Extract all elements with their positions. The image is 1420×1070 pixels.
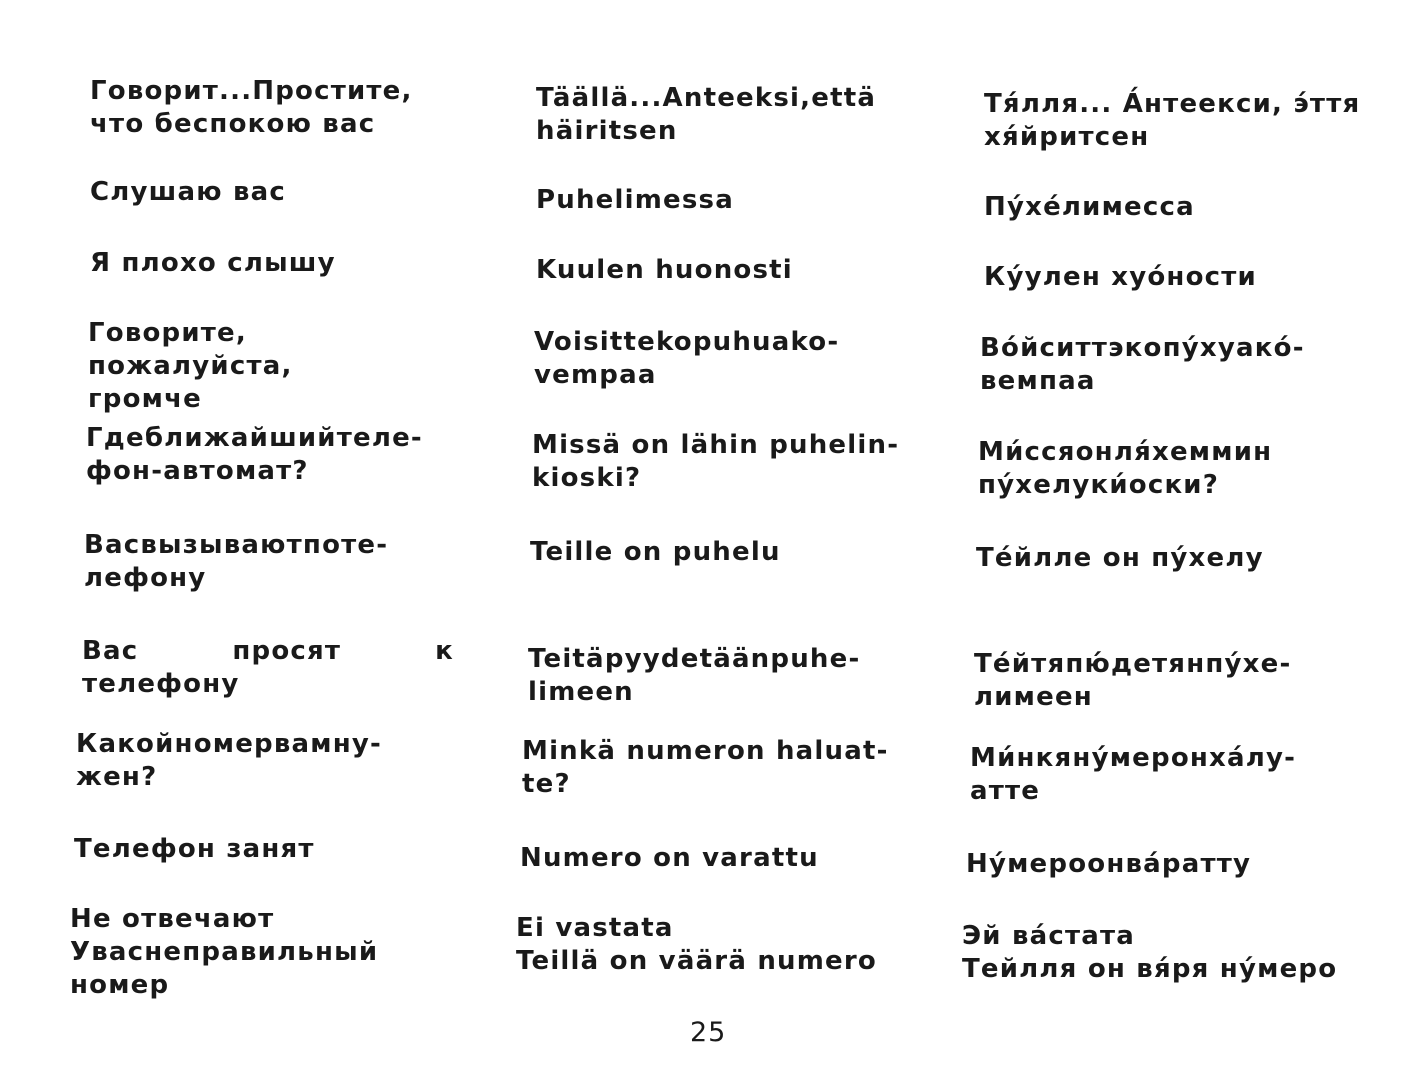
phrase-word: Во́йситтэко [980,333,1163,363]
russian-phrase [90,247,462,280]
phrase-line [974,648,1354,681]
finnish-phrase [516,912,894,978]
phrase-word: теле- [336,423,423,453]
phrase-word: номер [174,729,274,759]
phrase-line: Эй ва́стата [962,921,1135,951]
phrase-line: громче [88,384,202,414]
russian-phrase [86,422,458,488]
transcription-phrase [976,542,1356,575]
phrase-line: Пу́хе́лимесса [984,192,1195,222]
transcription-phrase [974,648,1354,714]
phrase-word: Ми́сся [978,437,1076,467]
phrase-word: У [70,937,92,967]
finnish-phrase [530,536,908,569]
finnish-phrase [536,184,914,217]
russian-phrase [90,75,462,141]
phrase-line: Те́йлле он пу́хелу [976,543,1264,573]
finnish-phrase [522,735,900,801]
russian-phrase [90,176,462,209]
phrase-line: limeen [528,677,634,707]
phrase-word: Täällä... [536,83,663,113]
phrase-line: Kuulen huonosti [536,255,793,285]
phrase-word: Вас [84,530,141,560]
phrase-line [90,75,462,108]
phrase-word: пю́детян [1065,649,1206,679]
phrase-word: по [302,530,342,560]
phrase-word: Говорит... [90,76,253,106]
phrase-line: Minkä numeron haluat- [522,736,889,766]
transcription-phrase [984,261,1364,294]
phrase-line [534,326,912,359]
phrase-word: ва́ратту [1125,849,1252,879]
phrase-line [980,332,1360,365]
finnish-phrase [520,842,898,875]
phrase-line [86,422,458,455]
phrase-word: ну- [332,729,383,759]
russian-phrase [76,728,448,794]
russian-phrase [88,317,460,416]
phrase-line: фон-автомат? [86,456,309,486]
phrase-line: Numero on varattu [520,843,819,873]
phrase-word: ля́хеммин [1113,437,1273,467]
phrase-word: вам [273,729,333,759]
transcription-phrase [984,88,1364,154]
phrase-word: вас [91,937,145,967]
phrase-word: Ми́нкя [970,743,1073,773]
phrase-word: пу́хе- [1205,649,1292,679]
phrase-word: неправильный [144,937,379,967]
phrase-line: vempaa [534,360,657,390]
phrase-line: te? [522,769,571,799]
phrase-word: вызывают [140,530,303,560]
transcription-phrase [984,191,1364,224]
phrase-line: kioski? [532,463,642,493]
phrase-line: Вас просят к телефону [82,636,454,699]
phrase-line: Слушаю вас [90,177,286,207]
phrase-word: Те́йтя [974,649,1066,679]
phrase-word: он [1087,849,1126,879]
phrase-word: ko- [790,327,840,357]
phrase-word: ну́мерон [1072,743,1210,773]
phrase-line [970,742,1350,775]
phrase-line: Missä on lähin puhelin- [532,430,900,460]
russian-phrase [70,903,442,1002]
finnish-phrase [536,254,914,287]
phrase-word: ко́- [1254,333,1305,363]
transcription-phrase [978,436,1358,502]
phrase-line [84,529,456,562]
phrase-line: лефону [84,563,207,593]
phrase-word: Teitä [528,644,605,674]
phrase-line: häiritsen [536,116,678,146]
phrase-word: puhua [692,327,791,357]
phrase-word: Где [86,423,145,453]
phrase-word: puhe- [770,644,861,674]
phrase-line: лимеен [974,682,1093,712]
phrase-line: что беспокою вас [90,109,376,139]
phrase-line [966,848,1346,881]
finnish-phrase [536,82,914,148]
phrase-word: Anteeksi, [662,83,812,113]
phrase-line: Тейлля он вя́ря ну́меро [962,954,1338,984]
phrase-line: Ку́улен хуо́ности [984,262,1257,292]
phrase-line [978,436,1358,469]
phrase-line: Говорите, пожалуйста, [88,318,293,381]
phrase-line: Я плохо слышу [90,248,336,278]
phrase-word: Voisitteko [534,327,693,357]
phrase-word: pyydetään [604,644,771,674]
phrase-word: ха́лу- [1209,743,1297,773]
phrase-line: вемпаа [980,366,1096,396]
russian-phrase [84,529,456,595]
phrase-line: Teille on puhelu [530,537,781,567]
phrase-line [70,936,442,969]
phrase-word: пу́хуа [1162,333,1255,363]
phrase-line: Ei vastata [516,913,674,943]
transcription-phrase [970,742,1350,808]
phrase-word: että [811,83,877,113]
transcription-phrase [962,920,1342,986]
transcription-phrase [980,332,1360,398]
russian-phrase [82,635,454,701]
phrase-line: жен? [76,762,158,792]
phrase-line: Teillä on väärä numero [516,946,877,976]
phrase-line: Не отвечают [70,904,275,934]
phrase-word: он [1075,437,1114,467]
phrase-line: пу́хелуки́оски? [978,470,1219,500]
finnish-phrase [534,326,912,392]
page-number: 25 [690,1017,727,1048]
russian-phrase [74,833,446,866]
phrase-line: номер [70,970,170,1000]
phrase-line: хя́йритсен [984,122,1150,152]
phrase-word: Простите, [252,76,413,106]
phrase-line: атте [970,776,1041,806]
finnish-phrase [532,429,910,495]
phrase-word: Какой [76,729,175,759]
phrase-line [528,643,906,676]
phrase-word: ближайший [144,423,337,453]
phrase-word: те- [341,530,389,560]
phrase-line: Телефон занят [74,834,315,864]
phrase-line [76,728,448,761]
transcription-phrase [966,848,1346,881]
phrase-line: Puhelimessa [536,185,734,215]
finnish-phrase [528,643,906,709]
phrase-line: Тя́лля... А́нтеекси, э́ття [984,89,1361,119]
phrase-word: Ну́меро [966,849,1088,879]
phrase-line [536,82,914,115]
